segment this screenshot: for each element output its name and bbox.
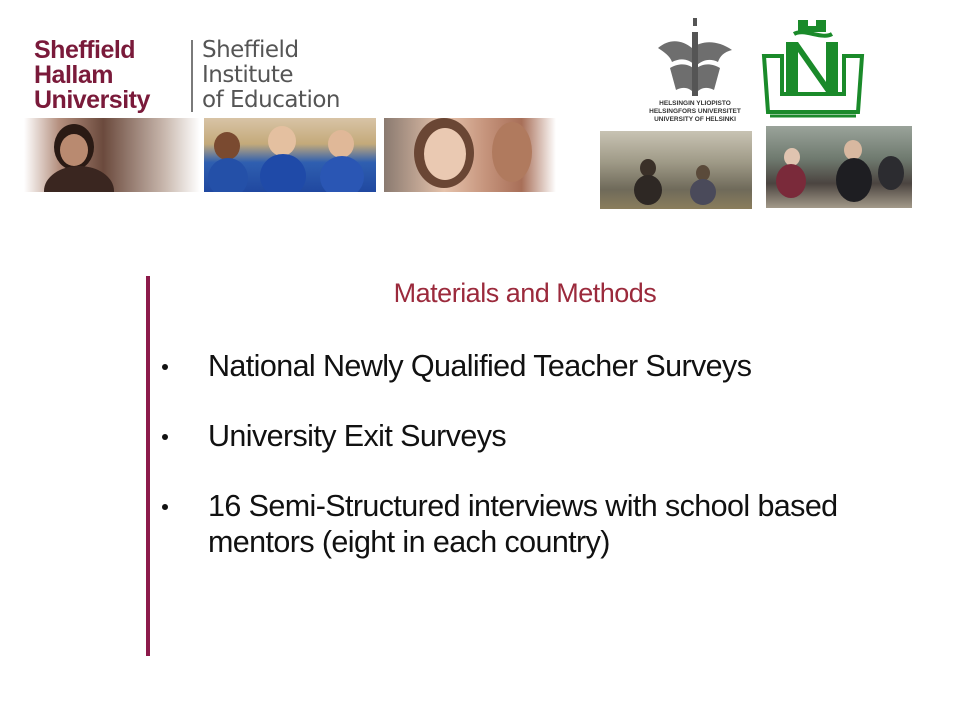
institute-line-1: Sheffield: [202, 37, 299, 63]
bullet-dot-icon: [162, 434, 168, 440]
helsinki-cross-stem: [692, 32, 698, 96]
crest-crown: [798, 20, 826, 32]
logo-line-1: Sheffield: [34, 36, 136, 64]
bullet-item-3: [158, 488, 918, 560]
bullet-dot-icon: [162, 364, 168, 370]
bullet-item-2: [158, 418, 918, 454]
institute-line-3: of Education: [202, 87, 340, 113]
helsinki-wordmark: [632, 100, 758, 124]
logo-line-2: Hallam: [34, 61, 113, 89]
photo-student-girl: [24, 118, 200, 192]
bullet-text-3: 16 Semi-Structured interviews with school based mentors (eight in each country): [208, 489, 838, 559]
bullet-list: [158, 348, 918, 594]
slide-title: Materials and Methods: [393, 278, 657, 308]
helsinki-cross-top: [693, 18, 697, 26]
helsinki-line-2: HELSINGFORS UNIVERSITET: [649, 108, 741, 115]
sheffield-hallam-logo: [34, 38, 184, 113]
photo-finnish-classroom: [600, 131, 752, 209]
bullet-text-1: National Newly Qualified Teacher Surveys: [208, 349, 752, 383]
logo-divider: [191, 40, 193, 112]
institute-of-education-logo: [202, 38, 340, 113]
green-crest-logo: [760, 16, 866, 124]
photo-teacher-helping: [766, 126, 912, 208]
photo-classroom-children: [204, 118, 376, 192]
logo-line-3: University: [34, 86, 150, 114]
bullet-item-1: [158, 348, 918, 384]
crest-tilde: [794, 32, 832, 35]
bullet-dot-icon: [162, 504, 168, 510]
bullet-text-2: University Exit Surveys: [208, 419, 507, 453]
crest-letter-n: [786, 42, 838, 92]
vertical-accent-rule: [146, 276, 150, 656]
photo-student-glasses: [384, 118, 556, 192]
helsinki-line-1: HELSINGIN YLIOPISTO: [659, 100, 731, 107]
helsinki-line-3: UNIVERSITY OF HELSINKI: [654, 116, 736, 123]
institute-line-2: Institute: [202, 62, 294, 88]
